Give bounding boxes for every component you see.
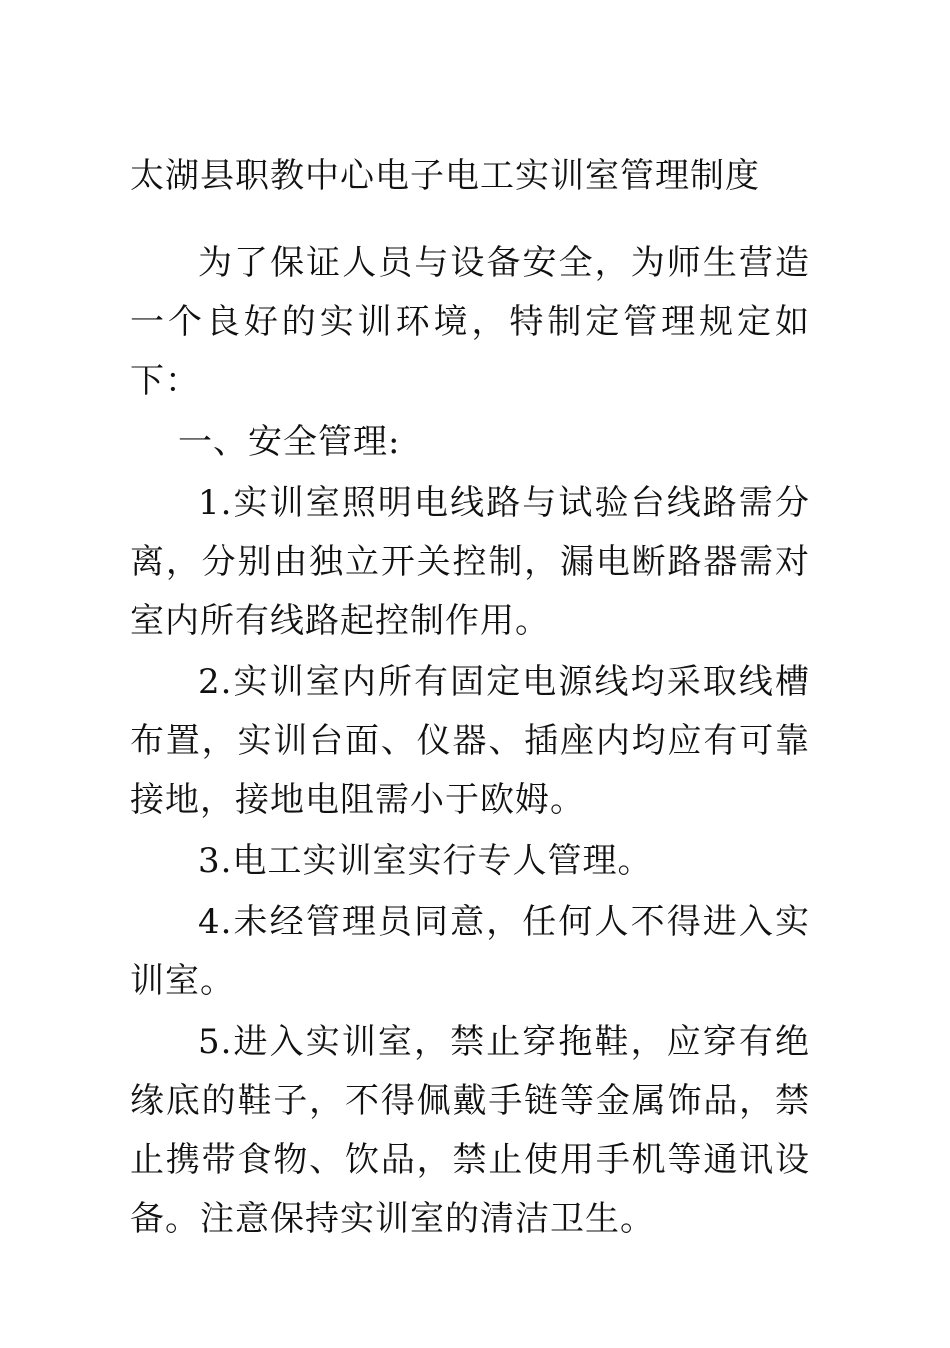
document-title: 太湖县职教中心电子电工实训室管理制度: [130, 156, 760, 196]
section-heading-safety: 一、安全管理:: [178, 422, 401, 462]
document-body: [130, 148, 810, 1251]
rule-item-3: 3.电工实训室实行专人管理。: [198, 841, 653, 881]
intro-paragraph: 为了保证人员与设备安全，为师生营造一个良好的实训环境，特制定管理规定如下：: [130, 243, 810, 401]
rule-item-4: 4.未经管理员同意，任何人不得进入实训室。: [130, 902, 810, 1001]
rule-item-5: 5.进入实训室，禁止穿拖鞋，应穿有绝缘底的鞋子，不得佩戴手链等金属饰品，禁止携带食物、饮品，禁止使用手机等通讯设备。注意保持实训室的清洁卫生。: [130, 1022, 810, 1239]
rule-item-1: 1.实训室照明电线路与试验台线路需分离，分别由独立开关控制，漏电断路器需对室内所有线路起控制作用。: [130, 483, 810, 641]
rule-item-2: 2.实训室内所有固定电源线均采取线槽布置，实训台面、仪器、插座内均应有可靠接地，接地电阻需小于欧姆。: [130, 662, 810, 820]
